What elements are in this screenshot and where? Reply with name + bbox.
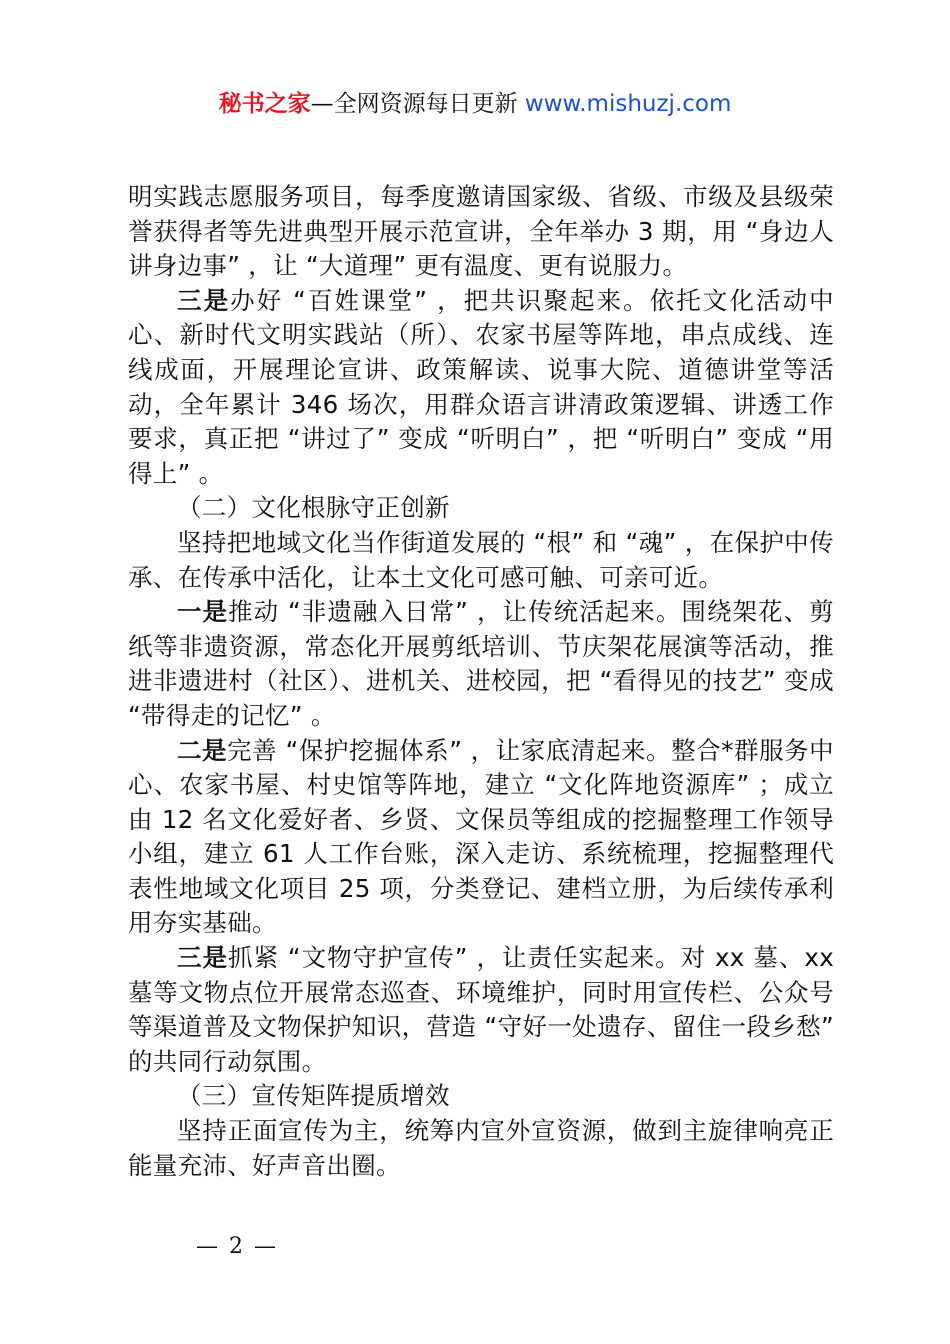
paragraph-text: 完善 “保护挖掘体系” ，让家底清起来。整合*群服务中心、农家书屋、村史馆等阵地，建立 “文化阵地资源库” ；成立由 12 名文化爱好者、乡贤、文保员等组成的挖掘整理工作领导小组，建立 61 人工作台账，深入走访、系统梳理，挖掘整理代表性地域文化项目 25 项，分类登记、建档立册，为后续传承利用夯实基础。	[128, 735, 834, 938]
paragraph-lead: 三是	[177, 943, 229, 973]
paragraph-text: 抓紧 “文物守护宣传” ，让责任实起来。对 xx 墓、xx 墓等文物点位开展常态巡查、环境维护，同时用宣传栏、公众号等渠道普及文物保护知识，营造 “守好一处遗存、留住一段乡愁” 的共同行动氛围。	[128, 943, 834, 1076]
document-body	[128, 180, 834, 1183]
paragraph-culture-intro: 坚持把地域文化当作街道发展的 “根” 和 “魂” ，在保护中传承、在传承中活化，让本土文化可感可触、可亲可近。	[128, 527, 834, 592]
paragraph-continued: 明实践志愿服务项目，每季度邀请国家级、省级、市级及县级荣誉获得者等先进典型开展示范宣讲，全年举办 3 期，用 “身边人讲身边事” ，让 “大道理” 更有温度、更有说服力。	[128, 182, 834, 281]
paragraph-text: 办好 “百姓课堂” ，把共识聚起来。依托文化活动中心、新时代文明实践站（所）、农家书屋等阵地，串点成线、连线成面，开展理论宣讲、政策解读、说事大院、道德讲堂等活动，全年累计 346 场次，用群众语言讲清政策逻辑、讲透工作要求，真正把 “讲过了” 变成 “听明白” ，把 “听明白” 变成 “用得上” 。	[128, 285, 834, 488]
site-tagline: —全网资源每日更新	[310, 91, 518, 117]
paragraph-lead: 一是	[177, 597, 229, 627]
site-header	[0, 86, 950, 122]
section-heading-culture: （二）文化根脉守正创新	[177, 493, 450, 523]
section-heading-publicity: （三）宣传矩阵提质增效	[177, 1081, 450, 1111]
site-url-link[interactable]: www.mishuzj.com	[524, 91, 732, 117]
site-brand: 秘书之家	[218, 91, 311, 117]
paragraph-first-point	[128, 595, 834, 733]
paragraph-third-point	[128, 284, 834, 492]
paragraph-second-point	[128, 734, 834, 942]
paragraph-third-point-relics	[128, 941, 834, 1079]
paragraph-publicity-intro: 坚持正面宣传为主，统筹内宣外宣资源，做到主旋律响亮正能量充沛、好声音出圈。	[128, 1116, 834, 1180]
page-number: — 2 —	[196, 1234, 278, 1259]
paragraph-lead: 二是	[177, 735, 228, 765]
paragraph-lead: 三是	[177, 285, 231, 315]
paragraph-text: 推动 “非遗融入日常” ，让传统活起来。围绕架花、剪纸等非遗资源，常态化开展剪纸培训、节庆架花展演等活动，推进非遗进村（社区）、进机关、进校园，把 “看得见的技艺” 变成 “带得走的记忆” 。	[128, 597, 834, 730]
